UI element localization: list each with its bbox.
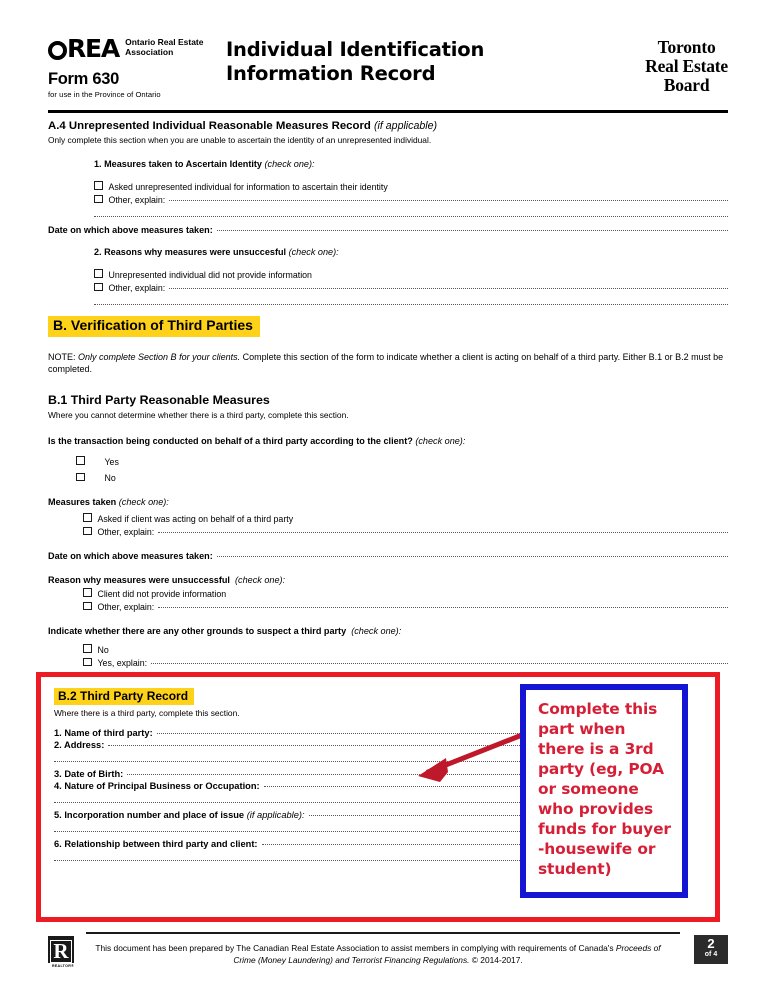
annotation-text: Complete this part when there is a 3rd party (eg, POA or someone who provides funds for buyer -housewife or student) (538, 700, 671, 879)
treb-line3: Board (663, 74, 710, 95)
realtor-mark-letter: R (50, 940, 72, 963)
b1-measures-option2-label: Other, explain: (97, 527, 155, 538)
section-a4-heading-text: A.4 Unrepresented Individual Reasonable Measures Record (48, 120, 371, 132)
b2-item6-extra-fill-line[interactable] (54, 860, 524, 861)
b1-reason-label (48, 575, 728, 585)
page-number-badge (694, 935, 728, 964)
footer-disclaimer-italic: Proceeds of Crime (Money Laundering) and Terrorist Financing Regulations. (233, 943, 661, 966)
b1-measures-option2-fill-line[interactable] (158, 532, 728, 533)
annotation-callout-box (520, 684, 688, 898)
b2-item1-label: 1. Name of third party: (54, 728, 153, 738)
checkbox-icon[interactable] (83, 644, 92, 653)
b1-date-row[interactable] (48, 551, 728, 561)
a4-item2-check-hint: (check one): (288, 247, 339, 257)
a4-item1-option2-row[interactable] (94, 195, 728, 206)
section-b-note-rest: Complete this section of the form to indicate whether a client is acting on behalf of a third party. Either B.1 or B.2 must be completed. (48, 351, 724, 375)
realtor-mark-icon (48, 936, 74, 963)
checkbox-icon[interactable] (83, 588, 92, 597)
b1-date-fill-line[interactable] (217, 556, 728, 557)
page-title (226, 38, 484, 86)
b1-reason-check-hint: (check one): (235, 575, 286, 586)
a4-date-label: Date on which above measures taken: (48, 225, 213, 235)
document-header (48, 36, 728, 104)
b1-reason-text: Reason why measures were unsuccessful (48, 575, 230, 586)
a4-item1-extra-fill-line[interactable] (94, 216, 728, 217)
a4-item2-label (94, 247, 728, 257)
section-b-note-prefix: NOTE: (48, 351, 79, 362)
section-b (48, 316, 728, 668)
form-number: Form 630 (48, 70, 119, 88)
b1-answer-no-row[interactable] (76, 473, 728, 484)
form-subtitle: for use in the Province of Ontario (48, 90, 161, 99)
checkbox-icon[interactable] (94, 269, 103, 278)
a4-item2-extra-fill-line[interactable] (94, 304, 728, 305)
treb-line2: Real Estate (645, 55, 728, 76)
b2-item5-extra-fill-line[interactable] (54, 831, 524, 832)
section-a4-heading (48, 120, 728, 132)
a4-item1-option2-label: Other, explain: (108, 195, 166, 205)
section-b2-subnote: Where there is a third party, complete this section. (54, 708, 240, 718)
b1-question (48, 436, 728, 446)
section-b1-heading: B.1 Third Party Reasonable Measures (48, 393, 270, 408)
checkbox-icon[interactable] (76, 473, 85, 482)
b2-item5-label: 5. Incorporation number and place of issue (54, 810, 245, 820)
b1-answer-yes-label: Yes (104, 456, 119, 467)
b1-grounds-label (48, 626, 728, 636)
section-a4-heading-qualifier: (if applicable) (374, 120, 438, 132)
orea-association-line2: Association (125, 47, 174, 58)
b2-item6-fill-line[interactable] (262, 844, 524, 845)
footer-divider (86, 932, 680, 934)
b1-reason-option2-label: Other, explain: (97, 602, 155, 613)
checkbox-icon[interactable] (94, 195, 103, 204)
b2-item2-label: 2. Address: (54, 740, 105, 750)
b1-reason-option2-row[interactable] (83, 602, 728, 613)
checkbox-icon[interactable] (83, 602, 92, 611)
checkbox-icon[interactable] (83, 513, 92, 522)
checkbox-icon[interactable] (94, 181, 103, 190)
a4-item1-option2-fill-line[interactable] (169, 200, 728, 201)
a4-date-row[interactable] (48, 225, 728, 235)
footer-disclaimer-part1: This document has been prepared by The Canadian Real Estate Association to assist members in complying with requirements of Canada's (95, 943, 616, 953)
section-b2-heading: B.2 Third Party Record (54, 688, 194, 705)
b2-item4-fill-line[interactable] (264, 786, 524, 787)
b1-grounds-option1-label: No (97, 644, 109, 655)
b2-item4-label: 4. Nature of Principal Business or Occupation: (54, 781, 260, 791)
b1-measures-option1-row[interactable] (83, 513, 728, 524)
a4-item2-option2-row[interactable] (94, 283, 728, 294)
b1-measures-option2-row[interactable] (83, 527, 728, 538)
b1-grounds-option1-row[interactable] (83, 644, 728, 655)
b1-grounds-text: Indicate whether there are any other grounds to suspect a third party (48, 626, 347, 637)
a4-item1-option1-label: Asked unrepresented individual for information to ascertain their identity (108, 181, 388, 192)
page-number: 2 (707, 936, 715, 951)
section-b-heading: B. Verification of Third Parties (48, 316, 260, 337)
b2-item5-fill-line[interactable] (309, 815, 524, 816)
orea-logo-icon (48, 36, 119, 61)
realtor-logo (48, 936, 78, 968)
checkbox-icon[interactable] (83, 527, 92, 536)
b1-reason-option1-label: Client did not provide information (97, 588, 227, 599)
b1-measures-check-hint: (check one): (118, 497, 169, 508)
orea-association-line1: Ontario Real Estate (125, 37, 204, 47)
footer-disclaimer (86, 942, 670, 966)
b1-reason-option2-fill-line[interactable] (158, 607, 728, 608)
footer-disclaimer-part2: © 2014-2017. (469, 955, 523, 966)
checkbox-icon[interactable] (94, 283, 103, 292)
a4-item2-option2-label: Other, explain: (108, 283, 166, 293)
page-title-line1: Individual Identification (226, 38, 485, 61)
header-divider (48, 110, 728, 113)
a4-item1-label (94, 159, 728, 169)
section-b-heading-wrap (48, 316, 728, 337)
a4-item2-option1-row[interactable] (94, 269, 728, 280)
b1-date-label: Date on which above measures taken: (48, 551, 213, 562)
a4-date-fill-line[interactable] (217, 230, 728, 231)
b2-item6-row[interactable] (54, 839, 524, 849)
checkbox-icon[interactable] (83, 658, 92, 667)
section-a4-subnote: Only complete this section when you are unable to ascertain the identity of an unrepresented individual. (48, 135, 432, 145)
orea-association-name (125, 37, 203, 57)
b2-item4-extra-fill-line[interactable] (54, 802, 524, 803)
a4-item2-option2-fill-line[interactable] (169, 288, 728, 289)
treb-line1: Toronto (657, 37, 716, 57)
toronto-real-estate-board-logo (645, 38, 728, 95)
b1-measures-option1-label: Asked if client was acting on behalf of a third party (97, 513, 294, 524)
section-b2-heading-wrap (54, 687, 524, 705)
b1-answer-no-label: No (104, 473, 116, 484)
annotation-arrow-icon (410, 730, 530, 785)
b1-grounds-option2-fill-line[interactable] (151, 663, 728, 664)
b1-grounds-option2-row[interactable] (83, 658, 728, 669)
realtor-wordmark: REALTOR® (51, 964, 75, 968)
b1-answer-yes-row[interactable] (76, 456, 728, 467)
b1-question-check-hint: (check one): (415, 436, 466, 447)
b2-item5-qualifier: (if applicable): (246, 810, 305, 820)
b1-measures-label (48, 497, 728, 507)
checkbox-icon[interactable] (76, 456, 85, 465)
section-a4 (48, 120, 728, 305)
b2-item3-label: 3. Date of Birth: (54, 769, 124, 779)
page-total: of 4 (704, 951, 718, 958)
b1-measures-text: Measures taken (48, 497, 117, 508)
b1-grounds-option2-label: Yes, explain: (97, 658, 148, 669)
b1-question-text: Is the transaction being conducted on behalf of a third party according to the client? (48, 436, 413, 447)
b2-item6-label: 6. Relationship between third party and client: (54, 839, 258, 849)
a4-item2-option1-label: Unrepresented individual did not provide information (108, 269, 312, 280)
b1-reason-option1-row[interactable] (83, 588, 728, 599)
a4-item1-text: 1. Measures taken to Ascertain Identity (94, 159, 262, 169)
orea-branding (48, 36, 248, 99)
a4-item2-text: 2. Reasons why measures were unsuccesful (94, 247, 287, 257)
a4-item1-check-hint: (check one): (264, 159, 315, 169)
a4-item1-option1-row[interactable] (94, 181, 728, 192)
section-b-note-italic: Only complete Section B for your clients. (78, 351, 241, 362)
section-b1-subnote: Where you cannot determine whether there is a third party, complete this section. (48, 410, 349, 421)
page-title-line2: Information Record (226, 61, 436, 85)
b2-item5-row[interactable] (54, 810, 524, 820)
section-b-note (48, 351, 728, 377)
orea-logo-text: REA (67, 34, 120, 63)
b1-grounds-check-hint: (check one): (351, 626, 402, 637)
